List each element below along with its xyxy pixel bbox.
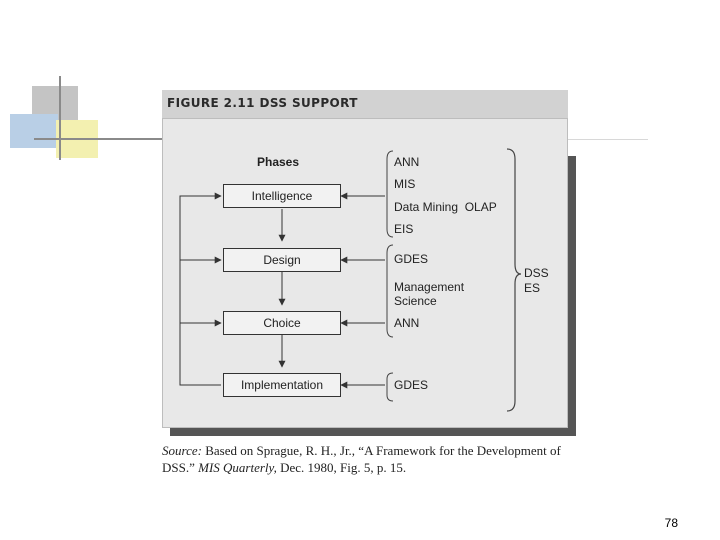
- tool-label: GDES: [394, 252, 429, 266]
- source-citation: [162, 442, 562, 476]
- tool-label: EIS: [394, 222, 414, 236]
- overall-tool-label: ES: [524, 281, 541, 295]
- decor-blue-square: [10, 114, 58, 148]
- tool-label: MIS: [394, 177, 416, 191]
- tool-label: ANN: [394, 155, 420, 169]
- decor-slide-rule: [568, 139, 648, 140]
- bracket-implementation-tools: [387, 373, 393, 401]
- source-text-1: Based on Sprague, R. H., Jr., “A Framework for the Development of DSS.”: [162, 443, 561, 475]
- phase-implementation: Implementation: [223, 373, 341, 397]
- phase-design: Design: [223, 248, 341, 272]
- source-label: Source:: [162, 443, 202, 458]
- phase-choice: Choice: [223, 311, 341, 335]
- tool-label: GDES: [394, 378, 429, 392]
- tool-label: Management: [394, 280, 465, 294]
- overall-tool-label: DSS: [524, 266, 549, 280]
- page-number: 78: [664, 516, 678, 530]
- figure-caption: FIGURE 2.11 DSS SUPPORT: [167, 96, 358, 110]
- phase-intelligence: Intelligence: [223, 184, 341, 208]
- phases-header: Phases: [257, 155, 300, 169]
- source-journal: MIS Quarterly,: [198, 460, 277, 475]
- decor-vertical-line: [59, 76, 61, 160]
- dss-support-figure: [162, 118, 568, 428]
- brace-all-tools: [507, 149, 521, 411]
- bracket-intelligence-tools: [387, 151, 393, 237]
- tool-label: ANN: [394, 316, 420, 330]
- decor-horizontal-line: [34, 138, 162, 140]
- tool-label: Science: [394, 294, 437, 308]
- tool-label: Data Mining OLAP: [394, 200, 497, 214]
- bracket-design-choice-tools: [387, 245, 393, 337]
- source-text-2: Dec. 1980, Fig. 5, p. 15.: [280, 460, 407, 475]
- feedback-loop-line: [180, 196, 221, 385]
